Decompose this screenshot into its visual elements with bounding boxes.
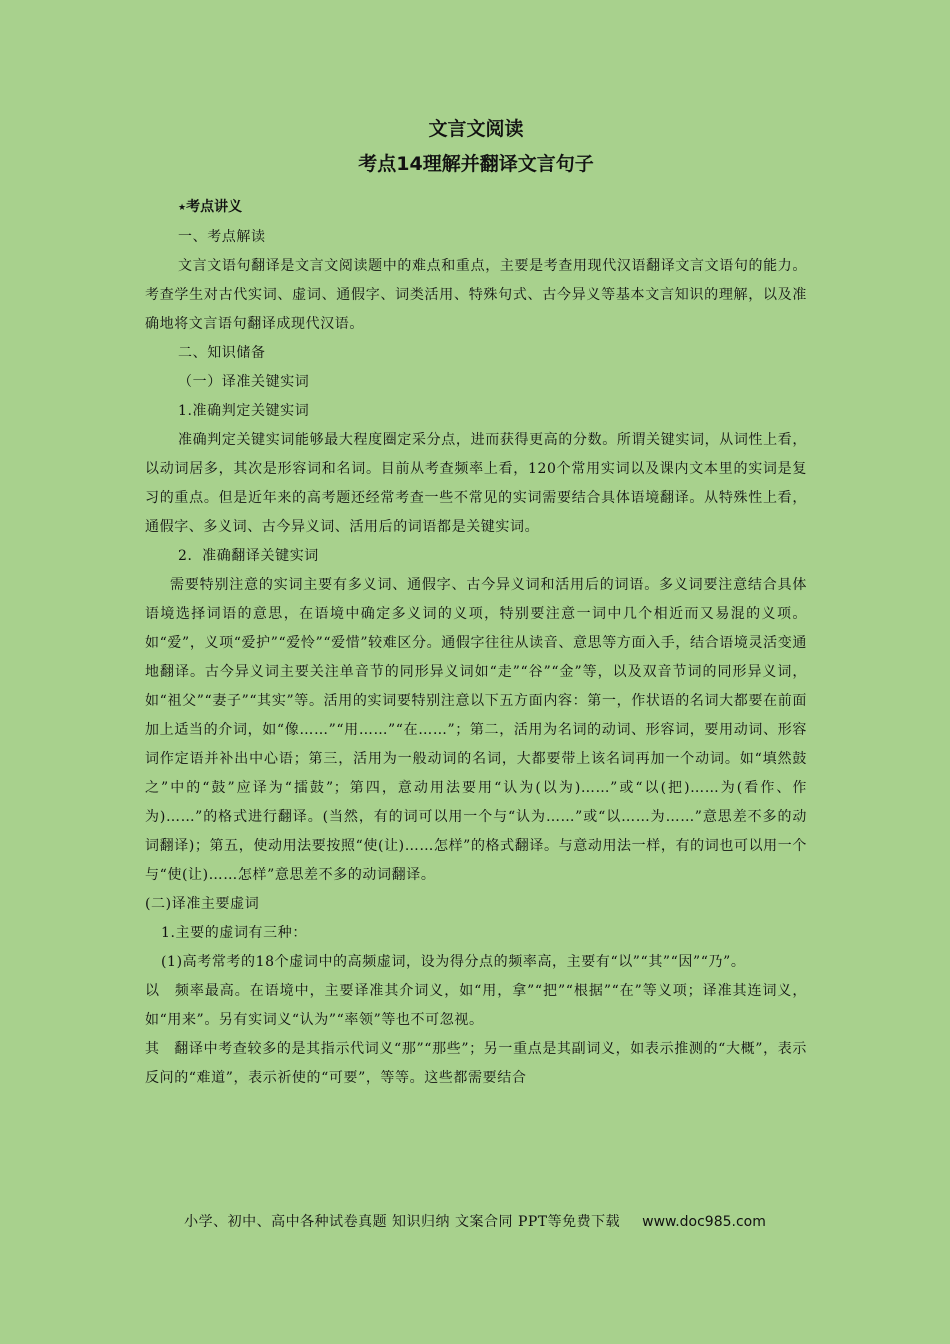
document-page xyxy=(145,112,807,1093)
heading-xuci: (二)译准主要虚词 xyxy=(145,896,260,912)
footer-text: 小学、初中、高中各种试卷真题 知识归纳 文案合同 PPT等免费下载 xyxy=(184,1214,621,1230)
heading-pandingshici: 1.准确判定关键实词 xyxy=(178,403,310,419)
paragraph-yi: 以 频率最高。在语境中，主要译准其介词义，如“用，拿”“把”“根据”“在”等义项；译准其连词义，如“用来”。另有实词义“认为”“率领”等也不可忽视。 xyxy=(145,983,807,1028)
section-label: 考点讲义 xyxy=(186,199,243,215)
paragraph-gaopinxuci: (1)高考常考的18个虚词中的高频虚词，设为得分点的频率高，主要有“以”“其”“因”“乃”。 xyxy=(161,954,746,970)
heading-shici: （一）译准关键实词 xyxy=(178,374,310,390)
paragraph-qi: 其 翻译中考查较多的是其指示代词义“那”“那些”；另一重点是其副词义，如表示推测的“大概”，表示反问的“难道”，表示祈使的“可要”，等等。这些都需要结合 xyxy=(145,1041,807,1086)
star-icon: ★ xyxy=(178,203,187,213)
paragraph-intro: 文言文语句翻译是文言文阅读题中的难点和重点，主要是考查用现代汉语翻译文言文语句的能力。考查学生对古代实词、虚词、通假字、词类活用、特殊句式、古今异义等基本文言知识的理解，以及准确地将文言语句翻译成现代汉语。 xyxy=(145,258,807,332)
page-footer xyxy=(0,1210,950,1234)
heading-kaodian-jiedu: 一、考点解读 xyxy=(178,229,266,245)
heading-fanyishici: 2．准确翻译关键实词 xyxy=(178,548,319,564)
heading-zhishi-chubei: 二、知识储备 xyxy=(178,345,266,361)
document-subtitle: 考点14理解并翻译文言句子 xyxy=(358,153,594,175)
footer-url[interactable]: www.doc985.com xyxy=(642,1214,766,1230)
paragraph-pandingshici: 准确判定关键实词能够最大程度圈定采分点，进而获得更高的分数。所谓关键实词，从词性上看，以动词居多，其次是形容词和名词。目前从考查频率上看，120个常用实词以及课内文本里的实词是复习的重点。但是近年来的高考题还经常考查一些不常见的实词需要结合具体语境翻译。从特殊性上看，通假字、多义词、古今异义词、活用后的词语都是关键实词。 xyxy=(145,432,807,535)
heading-xuci-sanzhong: 1.主要的虚词有三种： xyxy=(161,925,307,941)
paragraph-fanyishici: 需要特别注意的实词主要有多义词、通假字、古今异义词和活用后的词语。多义词要注意结合具体语境选择词语的意思，在语境中确定多义词的义项，特别要注意一词中几个相近而又易混的义项。如“爱”，义项“爱护”“爱怜”“爱惜”较难区分。通假字往往从读音、意思等方面入手，结合语境灵活变通地翻译。古今异义词主要关注单音节的同形异义词如“走”“谷”“金”等，以及双音节词的同形异义词，如“祖父”“妻子”“其实”等。活用的实词要特别注意以下五方面内容：第一，作状语的名词大都要在前面加上适当的介词，如“像……”“用……”“在……”；第二，活用为名词的动词、形容词，要用动词、形容词作定语并补出中心语；第三，活用为一般动词的名词，大都要带上该名词再加一个动词。如“填然鼓之”中的“鼓”应译为“擂鼓”；第四，意动用法要用“认为(以为)……”或“以(把)……为(看作、作为)……”的格式进行翻译。(当然，有的词可以用一个与“认为……”或“以……为……”意思差不多的动词翻译)；第五，使动用法要按照“使(让)……怎样”的格式翻译。与意动用法一样，有的词也可以用一个与“使(让)……怎样”意思差不多的动词翻译。 xyxy=(145,577,807,883)
document-title: 文言文阅读 xyxy=(428,118,524,140)
section-heading xyxy=(145,192,807,223)
